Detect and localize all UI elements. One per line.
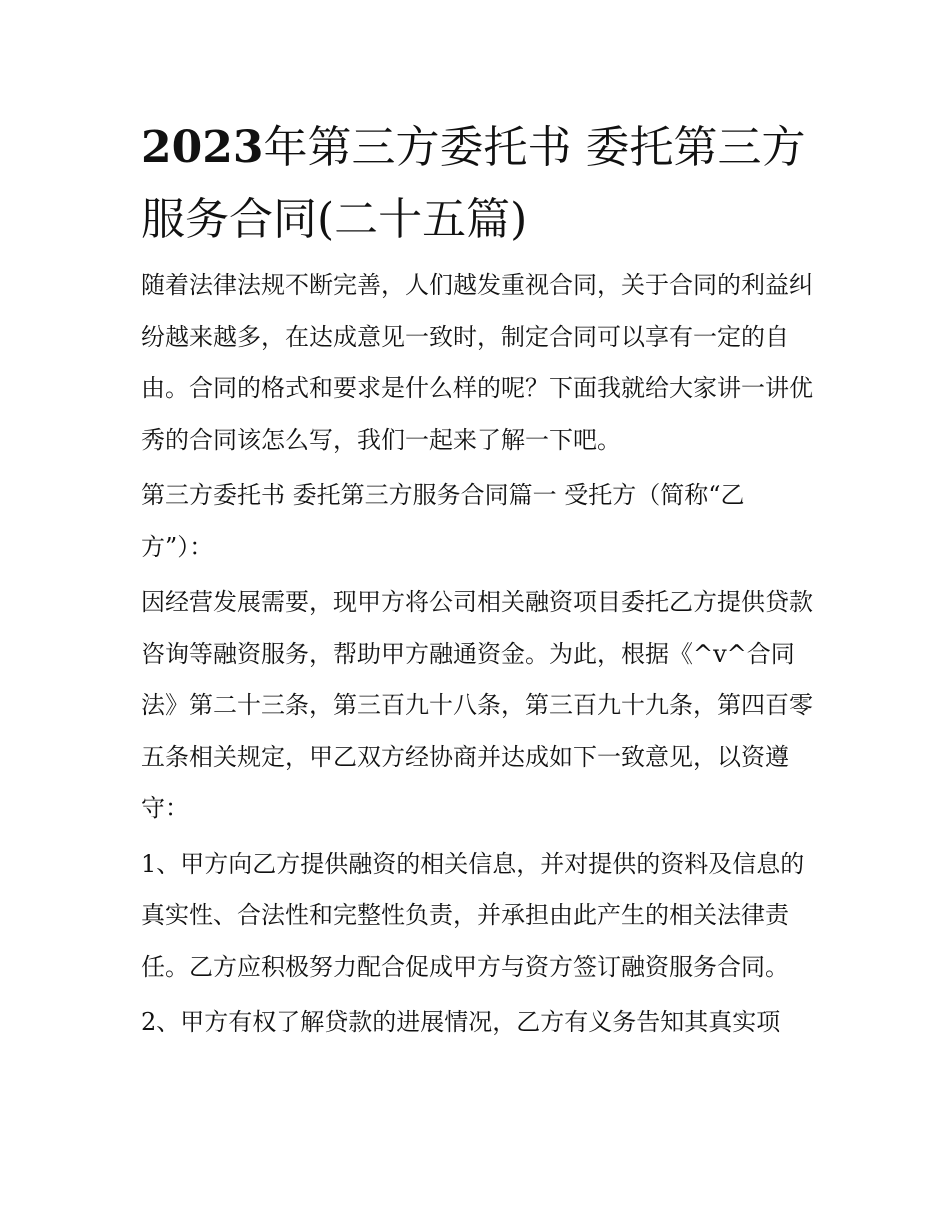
section-heading-paragraph: 第三方委托书 委托第三方服务合同篇一 受托方（简称“乙方”）： — [141, 481, 745, 561]
title-year: 2023 — [141, 122, 264, 173]
document-content — [141, 112, 813, 1053]
title-text: 年第三方委托书 委托第三方服务合同(二十五篇) — [141, 122, 806, 245]
document-title — [141, 112, 813, 256]
clause-1-paragraph: 1、甲方向乙方提供融资的相关信息，并对提供的资料及信息的真实性、合法性和完整性负责，并承担由此产生的相关法律责任。乙方应积极努力配合促成甲方与资方签订融资服务合同。 — [141, 849, 805, 981]
clause-2-paragraph: 2、甲方有权了解贷款的进展情况，乙方有义务告知其真实项 — [141, 1008, 781, 1036]
purpose-paragraph: 因经营发展需要，现甲方将公司相关融资项目委托乙方提供贷款咨询等融资服务，帮助甲方融通资金。为此，根据《^v^合同法》第二十三条，第三百九十八条，第三百九十九条，第四百零五条相关规定，甲乙双方经协商并达成如下一致意见，以资遵守： — [141, 588, 813, 822]
intro-paragraph: 随着法律法规不断完善，人们越发重视合同，关于合同的利益纠纷越来越多，在达成意见一致时，制定合同可以享有一定的自由。合同的格式和要求是什么样的呢？下面我就给大家讲一讲优秀的合同该怎么写，我们一起来了解一下吧。 — [141, 271, 813, 454]
